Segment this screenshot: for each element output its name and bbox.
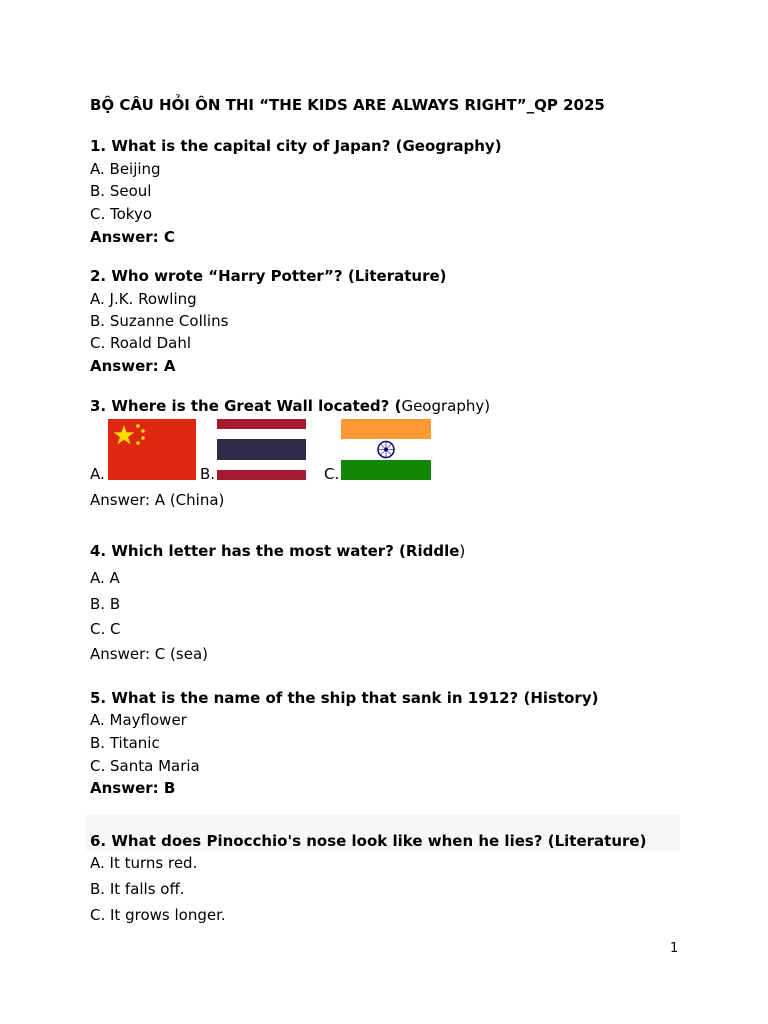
- q6-option-c: C. It grows longer.: [90, 906, 226, 924]
- thailand-flag: [217, 419, 306, 480]
- q4-answer: Answer: C (sea): [90, 645, 208, 663]
- china-flag: [108, 419, 196, 480]
- q4-question-rest: ): [459, 542, 466, 560]
- q3-letter-c: C.: [324, 465, 340, 483]
- q2-option-a: A. J.K. Rowling: [90, 290, 197, 308]
- question-4: [90, 541, 465, 561]
- q1-option-c: C. Tokyo: [90, 205, 153, 223]
- q1-answer: Answer: C: [90, 228, 175, 246]
- q2-option-b: B. Suzanne Collins: [90, 312, 229, 330]
- q3-letter-a: A.: [90, 465, 105, 483]
- q2-answer: Answer: A: [90, 357, 176, 375]
- q5-option-c: C. Santa Maria: [90, 757, 200, 775]
- q5-option-a: A. Mayflower: [90, 711, 187, 729]
- page-number: 1: [670, 941, 679, 956]
- q3-answer: Answer: A (China): [90, 491, 225, 509]
- q3-question-rest: Geography): [401, 397, 491, 415]
- question-3: [90, 396, 490, 416]
- q4-option-b: B. B: [90, 595, 121, 613]
- q4-question-bold: 4. Which letter has the most water? (Riddle: [90, 542, 460, 560]
- question-5: 5. What is the name of the ship that sank in 1912? (History): [90, 689, 599, 707]
- q4-option-c: C. C: [90, 620, 121, 638]
- document-title: BỘ CÂU HỎI ÔN THI “THE KIDS ARE ALWAYS RIGHT”_QP 2025: [90, 96, 605, 114]
- india-flag: [341, 419, 431, 480]
- q1-option-a: A. Beijing: [90, 160, 161, 178]
- q4-option-a: A. A: [90, 569, 120, 587]
- q6-option-b: B. It falls off.: [90, 880, 185, 898]
- q6-option-a: A. It turns red.: [90, 854, 198, 872]
- q2-option-c: C. Roald Dahl: [90, 334, 192, 352]
- q3-question-bold: 3. Where is the Great Wall located? (: [90, 397, 402, 415]
- q3-letter-b: B.: [200, 465, 216, 483]
- q5-option-b: B. Titanic: [90, 734, 160, 752]
- question-2: 2. Who wrote “Harry Potter”? (Literature): [90, 267, 447, 285]
- question-6: 6. What does Pinocchio's nose look like when he lies? (Literature): [90, 832, 647, 850]
- q1-option-b: B. Seoul: [90, 182, 152, 200]
- q5-answer: Answer: B: [90, 779, 176, 797]
- question-1: 1. What is the capital city of Japan? (Geography): [90, 137, 502, 155]
